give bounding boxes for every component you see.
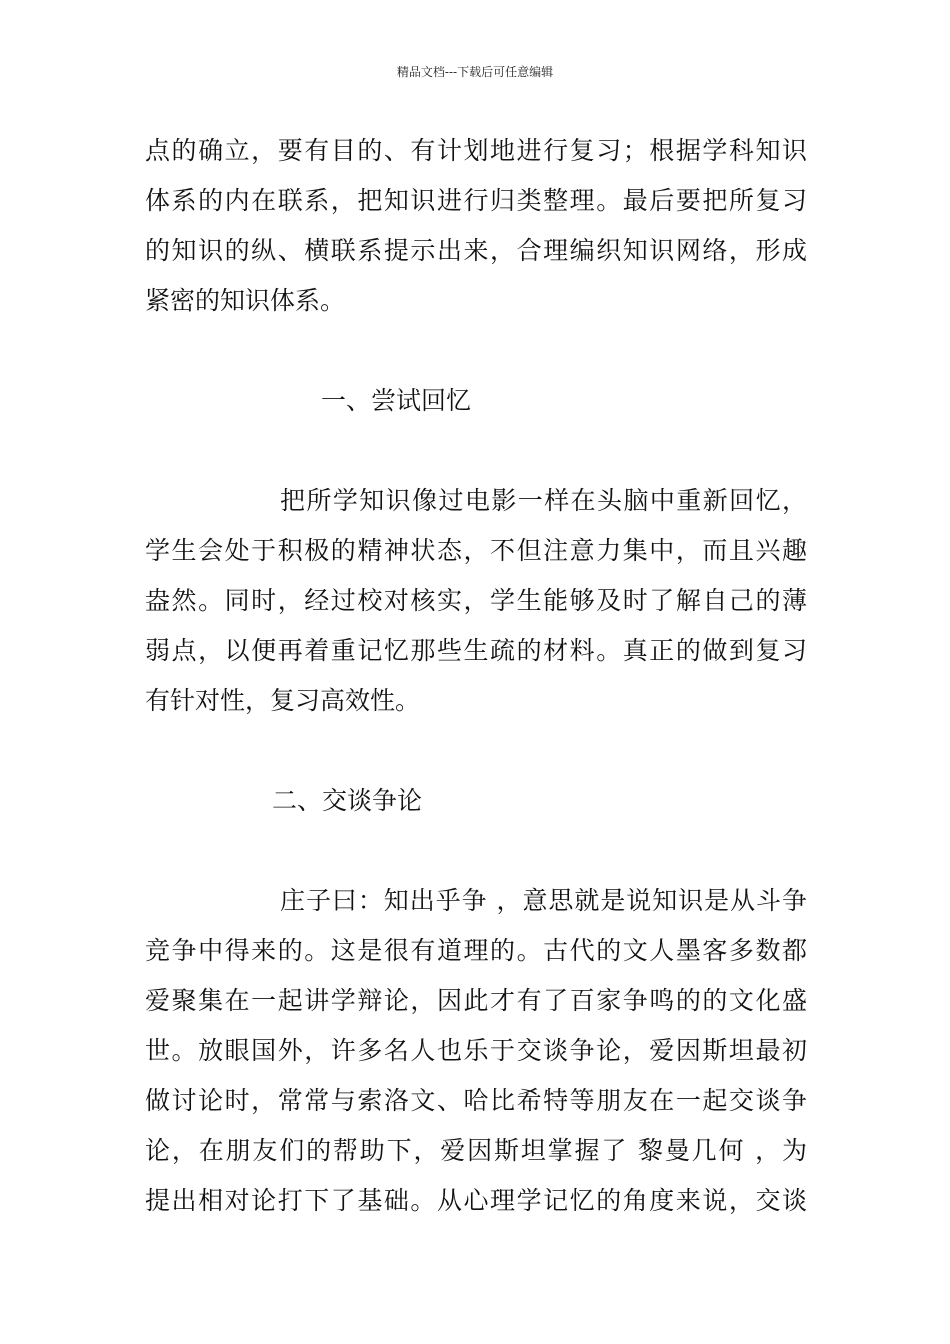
paragraph-recall (145, 476, 807, 726)
section-heading-discussion: 二、交谈争论 (272, 786, 423, 815)
spacer (145, 326, 807, 376)
spacer (145, 726, 807, 776)
text-line: 做讨论时，常常与索洛文、哈比希特等朋友在一起交谈争 (145, 1086, 807, 1115)
document-body (145, 126, 807, 1226)
text-line: 庄子曰：知出乎争 ，意思就是说知识是从斗争 (280, 886, 807, 915)
page-header: 精品文档---下载后可任意编辑 (396, 65, 554, 79)
text-line: 论，在朋友们的帮助下，爱因斯坦掌握了 黎曼几何 ，为 (145, 1136, 807, 1165)
text-line: 有针对性，复习高效性。 (145, 686, 421, 715)
section-heading-recall: 一、尝试回忆 (321, 386, 472, 415)
text-line: 把所学知识像过电影一样在头脑中重新回忆， (280, 486, 807, 515)
text-line: 紧密的知识体系。 (145, 286, 346, 315)
text-line: 盎然。同时，经过校对核实，学生能够及时了解自己的薄 (145, 586, 807, 615)
text-line: 学生会处于积极的精神状态，不但注意力集中，而且兴趣 (145, 536, 807, 565)
paragraph-intro (145, 126, 807, 326)
text-line: 爱聚集在一起讲学辩论，因此才有了百家争鸣的的文化盛 (145, 986, 807, 1015)
text-line: 世。放眼国外，许多名人也乐于交谈争论，爱因斯坦最初 (145, 1036, 807, 1065)
text-line: 体系的内在联系，把知识进行归类整理。最后要把所复习 (145, 186, 807, 215)
spacer (145, 826, 807, 876)
spacer (145, 426, 807, 476)
text-line: 弱点，以便再着重记忆那些生疏的材料。真正的做到复习 (145, 636, 807, 665)
text-line: 的知识的纵、横联系提示出来，合理编织知识网络，形成 (145, 236, 807, 265)
text-line: 点的确立，要有目的、有计划地进行复习；根据学科知识 (145, 136, 807, 165)
text-line: 提出相对论打下了基础。从心理学记忆的角度来说，交谈 (145, 1186, 807, 1215)
text-line: 竞争中得来的。这是很有道理的。古代的文人墨客多数都 (145, 936, 807, 965)
paragraph-discussion (145, 876, 807, 1226)
